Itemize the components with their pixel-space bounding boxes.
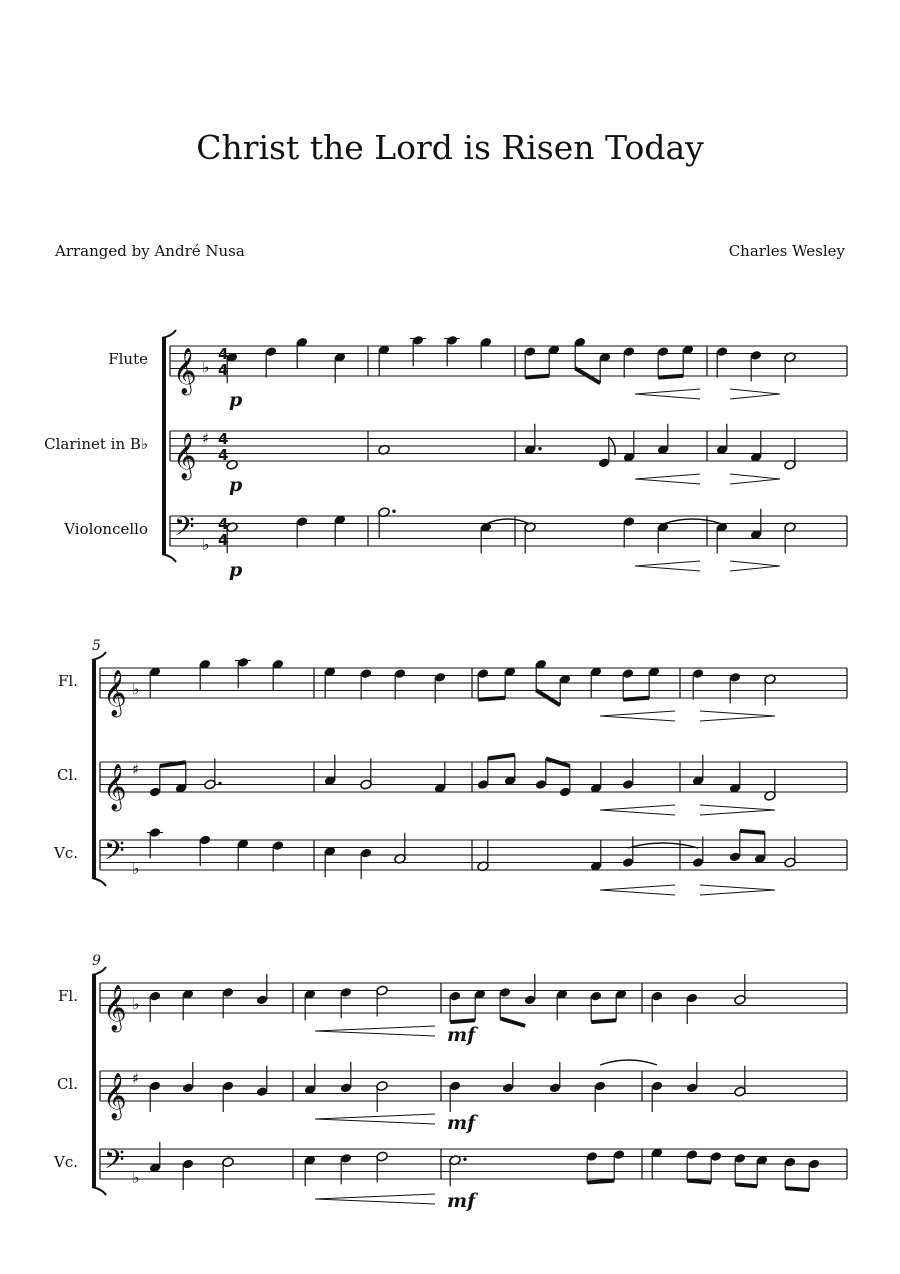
note-beam xyxy=(500,1018,525,1026)
note-beam xyxy=(591,1020,616,1022)
note-beam xyxy=(687,1181,711,1183)
key-signature-flat-icon: ♭ xyxy=(132,994,140,1014)
note-beam xyxy=(587,1181,614,1183)
note-beam xyxy=(160,762,186,766)
composer-credit: Charles Wesley xyxy=(728,242,845,260)
instrument-label-cello: Vc. xyxy=(53,1153,78,1171)
treble-clef-icon: 𝄞 xyxy=(103,985,127,1031)
treble-clef-icon: 𝄞 xyxy=(173,348,197,394)
instrument-label-cello: Vc. xyxy=(53,844,78,862)
treble-clef-icon: 𝄞 xyxy=(103,1073,127,1119)
bass-clef-icon: 𝄢 xyxy=(174,510,195,549)
dynamic-marking-flute: mf xyxy=(447,1024,476,1046)
treble-clef-icon: 𝄞 xyxy=(173,433,197,479)
arranger-credit: Arranged by André Nusa xyxy=(55,242,245,260)
instrument-label-flute: Flute xyxy=(108,350,148,368)
augmentation-dot xyxy=(392,510,395,513)
key-signature-sharp-icon: ♯ xyxy=(202,429,210,448)
note-beam xyxy=(450,1020,475,1022)
crescendo-hairpin xyxy=(600,805,675,815)
staff-flute xyxy=(100,657,847,705)
augmentation-dot xyxy=(538,447,541,450)
instrument-label-clarinet: Cl. xyxy=(56,766,78,784)
diminuendo-hairpin xyxy=(730,561,780,571)
system-1 xyxy=(162,330,847,571)
bass-clef-icon: 𝄢 xyxy=(104,1143,125,1182)
system-3 xyxy=(92,967,847,1204)
crescendo-hairpin xyxy=(315,1026,435,1036)
time-signature-denominator: 4 xyxy=(218,361,229,379)
time-signature-numerator: 4 xyxy=(218,430,229,448)
instrument-label-clarinet: Clarinet in B♭ xyxy=(44,435,148,453)
staff-cello xyxy=(100,1142,847,1190)
instrument-label-flute: Fl. xyxy=(58,672,78,690)
key-signature-sharp-icon: ♯ xyxy=(132,1069,140,1088)
treble-clef-icon: 𝄞 xyxy=(103,764,127,810)
staff-clarinet xyxy=(170,424,847,470)
key-signature-flat-icon: ♭ xyxy=(132,679,140,699)
staff-cello xyxy=(100,827,847,879)
bracket-bottom-hook xyxy=(92,878,106,886)
key-signature-flat-icon: ♭ xyxy=(132,1168,140,1187)
note-beam xyxy=(525,376,549,378)
dynamic-marking-clarinet: mf xyxy=(447,1112,476,1134)
note-beam xyxy=(740,831,765,833)
augmentation-dot xyxy=(218,782,221,785)
score-title: Christ the Lord is Risen Today xyxy=(196,128,704,167)
note-beam xyxy=(658,376,683,378)
bracket-top-hook xyxy=(162,330,176,338)
staff-flute xyxy=(100,974,847,1026)
time-signature-numerator: 4 xyxy=(218,345,229,363)
time-signature-denominator: 4 xyxy=(218,531,229,549)
staff-flute xyxy=(170,335,847,383)
dynamic-marking-flute: p xyxy=(229,389,243,411)
crescendo-hairpin xyxy=(635,389,700,399)
dynamic-marking-clarinet: p xyxy=(229,474,243,496)
key-signature-flat-icon: ♭ xyxy=(132,859,140,878)
time-signature-denominator: 4 xyxy=(218,446,229,464)
measure-number: 9 xyxy=(92,953,101,969)
staff-clarinet xyxy=(100,755,847,801)
time-signature-numerator: 4 xyxy=(218,515,229,533)
diminuendo-hairpin xyxy=(700,711,775,721)
note-beam xyxy=(488,755,515,759)
treble-clef-icon: 𝄞 xyxy=(103,670,127,716)
bass-clef-icon: 𝄢 xyxy=(104,834,125,873)
dynamic-marking-cello: p xyxy=(229,559,243,581)
system-2 xyxy=(92,652,847,895)
tie-arc xyxy=(600,1060,657,1065)
crescendo-hairpin xyxy=(635,474,700,484)
diminuendo-hairpin xyxy=(730,389,780,399)
note-beam xyxy=(623,698,649,700)
key-signature-sharp-icon: ♯ xyxy=(132,760,140,779)
crescendo-hairpin xyxy=(635,561,700,571)
note-beam xyxy=(478,698,505,700)
staff-clarinet xyxy=(100,1062,847,1112)
crescendo-hairpin xyxy=(600,711,675,721)
key-signature-flat-icon: ♭ xyxy=(202,357,210,377)
diminuendo-hairpin xyxy=(730,474,780,484)
bracket-bottom-hook xyxy=(92,1187,106,1195)
diminuendo-hairpin xyxy=(700,885,775,895)
dynamic-marking-cello: mf xyxy=(447,1190,476,1212)
note-beam xyxy=(735,1184,757,1186)
crescendo-hairpin xyxy=(315,1194,435,1204)
note-beam xyxy=(785,1188,809,1190)
instrument-label-cello: Violoncello xyxy=(64,520,148,538)
instrument-label-flute: Fl. xyxy=(58,987,78,1005)
bracket-bottom-hook xyxy=(162,554,176,562)
measure-number: 5 xyxy=(92,638,101,654)
instrument-label-clarinet: Cl. xyxy=(56,1075,78,1093)
crescendo-hairpin xyxy=(600,885,675,895)
crescendo-hairpin xyxy=(315,1114,435,1124)
augmentation-dot xyxy=(463,1158,466,1161)
key-signature-flat-icon: ♭ xyxy=(202,535,210,554)
staff-cello xyxy=(170,507,847,553)
diminuendo-hairpin xyxy=(700,805,775,815)
